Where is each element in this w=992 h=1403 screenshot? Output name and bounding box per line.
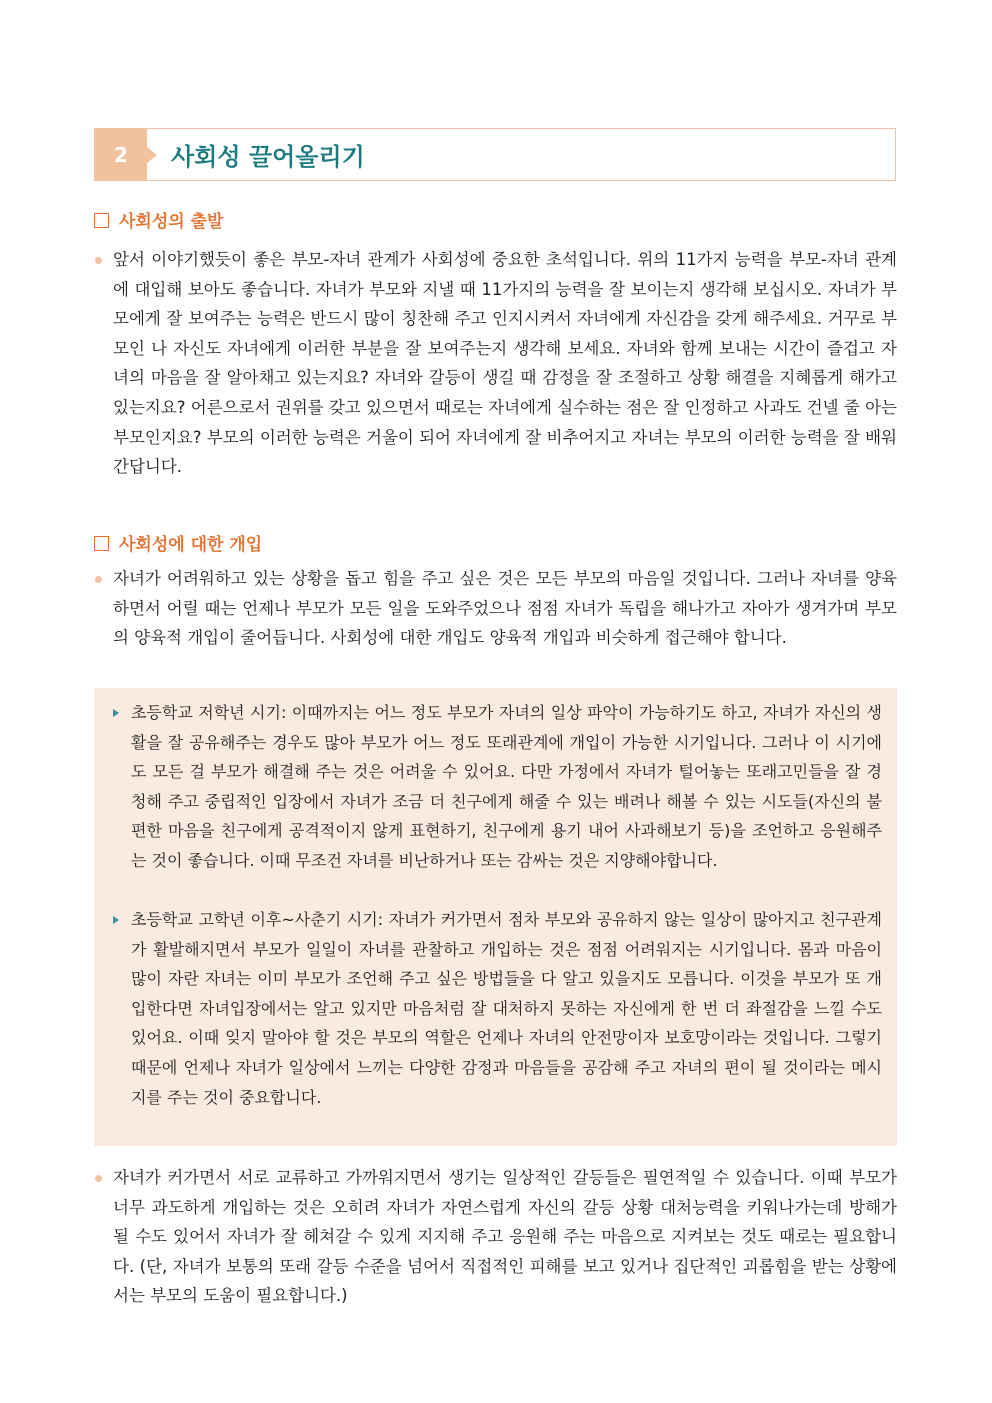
checkbox-square-icon (94, 213, 109, 228)
bullet-dot-icon (95, 1175, 102, 1182)
paragraph (113, 1163, 897, 1311)
triangle-bullet-icon (113, 709, 119, 717)
note-item (131, 905, 882, 1112)
triangle-bullet-icon (113, 916, 119, 924)
note-item (131, 698, 882, 876)
section-heading-text: 사회성에 대한 개입 (119, 535, 263, 555)
bullet-dot-icon (95, 257, 102, 264)
bullet-dot-icon (95, 576, 102, 583)
paragraph-text: 앞서 이야기했듯이 좋은 부모-자녀 관계가 사회성에 중요한 초석입니다. 위의 11가지 능력을 부모-자녀 관계에 대입해 보아도 좋습니다. 자녀가 부모와 지낼 때 11가지의 능력을 잘 보이는지 생각해 보십시오. 자녀가 부모에게 잘 보여주는 능력은 반드시 많이 칭찬해 주고 인지시켜서 자녀에게 자신감을 갖게 해주세요. 거꾸로 부모인 나 자신도 자녀에게 이러한 부분을 잘 보여주는지 생각해 보세요. 자녀와 함께 보내는 시간이 즐겁고 자녀의 마음을 잘 알아채고 있는지요? 자녀와 갈등이 생길 때 감정을 잘 조절하고 상황 해결을 지혜롭게 해가고 있는지요? 어른으로서 권위를 갖고 있으면서 때로는 자녀에게 실수하는 점은 잘 인정하고 사과도 건넬 줄 아는 부모인지요? 부모의 이러한 능력은 거울이 되어 자녀에게 잘 비추어지고 자녀는 부모의 이러한 능력을 잘 배워간답니다. (113, 250, 897, 477)
section-heading (94, 530, 262, 555)
chapter-title: 사회성 끌어올리기 (171, 143, 365, 171)
paragraph-text: 자녀가 커가면서 서로 교류하고 가까워지면서 생기는 일상적인 갈등들은 필연적일 수 있습니다. 이때 부모가 너무 과도하게 개입하는 것은 오히려 자녀가 자연스럽게 자신의 갈등 상황 대처능력을 키워나가는데 방해가 될 수도 있어서 자녀가 잘 헤쳐갈 수 있게 지지해 주고 응원해 주는 마음으로 지켜보는 것도 때로는 필요합니다. (단, 자녀가 보통의 또래 갈등 수준을 넘어서 직접적인 피해를 보고 있거나 집단적인 괴롭힘을 받는 상황에서는 부모의 도움이 필요합니다.) (113, 1168, 897, 1306)
paragraph-text: 자녀가 어려워하고 있는 상황을 돕고 힘을 주고 싶은 것은 모든 부모의 마음일 것입니다. 그러나 자녀를 양육하면서 어릴 때는 언제나 부모가 모든 일을 도와주었으나 점점 자녀가 독립을 해나가고 자아가 생겨가며 부모의 양육적 개입이 줄어듭니다. 사회성에 대한 개입도 양육적 개입과 비슷하게 접근해야 합니다. (113, 569, 897, 648)
note-box (94, 688, 897, 1146)
section-heading-text: 사회성의 출발 (119, 212, 224, 232)
note-text: 초등학교 저학년 시기: 이때까지는 어느 정도 부모가 자녀의 일상 파악이 가능하기도 하고, 자녀가 자신의 생활을 잘 공유해주는 경우도 많아 부모가 어느 정도 또래관계에 개입이 가능한 시기입니다. 그러나 이 시기에도 모든 걸 부모가 해결해 주는 것은 어려울 수 있어요. 다만 가정에서 자녀가 털어놓는 또래고민들을 잘 경청해 주고 중립적인 입장에서 자녀가 조금 더 친구에게 해줄 수 있는 배려나 해볼 수 있는 시도들(자신의 불편한 마음을 친구에게 공격적이지 않게 표현하기, 친구에게 용기 내어 사과해보기 등)을 조언하고 응원해주는 것이 좋습니다. 이때 무조건 자녀를 비난하거나 또는 감싸는 것은 지양해야합니다. (131, 703, 882, 870)
section-heading (94, 207, 223, 232)
chapter-header (94, 128, 896, 181)
paragraph (113, 245, 897, 482)
note-text: 초등학교 고학년 이후~사춘기 시기: 자녀가 커가면서 점차 부모와 공유하지 않는 일상이 많아지고 친구관계가 활발해지면서 부모가 일일이 자녀를 관찰하고 개입하는 것은 점점 어려워지는 시기입니다. 몸과 마음이 많이 자란 자녀는 이미 부모가 조언해 주고 싶은 방법들을 다 알고 있을지도 모릅니다. 이것을 부모가 또 개입한다면 자녀입장에서는 알고 있지만 마음처럼 잘 대처하지 못하는 자신에게 한 번 더 좌절감을 느낄 수도 있어요. 이때 잊지 말아야 할 것은 부모의 역할은 언제나 자녀의 안전망이자 보호망이라는 것입니다. 그렇기 때문에 언제나 자녀가 일상에서 느끼는 다양한 감정과 마음들을 공감해 주고 자녀의 편이 될 것이라는 메시지를 주는 것이 중요합니다. (131, 910, 882, 1107)
paragraph (113, 564, 897, 653)
checkbox-square-icon (94, 536, 109, 551)
chapter-number: 2 (95, 129, 147, 180)
